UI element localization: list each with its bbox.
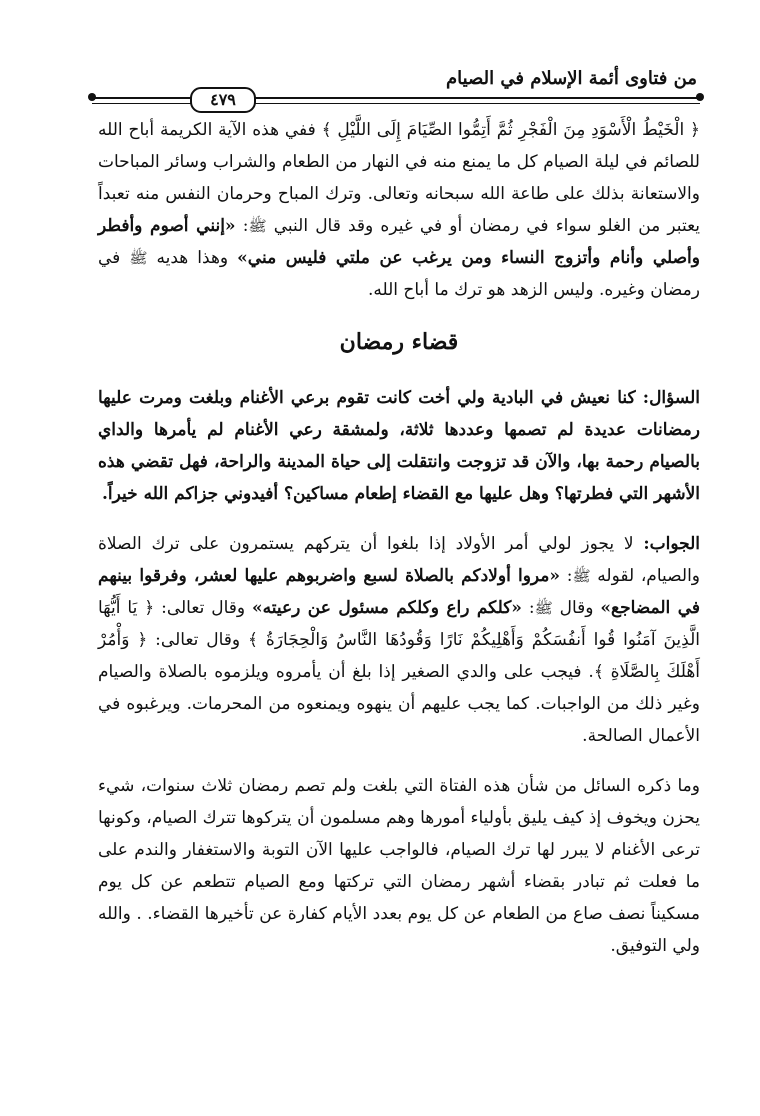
intro-colon: : <box>242 216 249 236</box>
hadith-shepherd: «كلكم راع وكلكم مسئول عن رعيته» <box>252 598 522 618</box>
answer-paragraph <box>98 528 700 752</box>
answer-text-c: وقال <box>552 598 601 618</box>
question-label: السؤال: <box>642 388 700 408</box>
answer-text-g: . فيجب على والدي الصغير إذا بلغ أن يأمروه ويلزموه بالصلاة والصيام وغير ذلك من الواجبات. كما يجب عليهم أن ينهوه ويمنعوه من المحرمات. ويرغبوه في الأعمال الصالحة. <box>98 662 700 746</box>
intro-text-2a: وهذا هديه <box>147 248 238 268</box>
header-rule-thick <box>92 97 700 99</box>
answer-paragraph-2: وما ذكره السائل من شأن هذه الفتاة التي بلغت ولم تصم رمضان ثلاث سنوات، شيء يحزن ويخوف إذ كيف يليق بأولياء أمورها وهم مسلمون أن يتركوها تترك الصيام، وكونها ترعى الأغنام لا يبرر لها ترك الصيام، فالواجب عليها الآن التوبة والاستغفار والندم على ما فعلت ثم تبادر بقضاء أشهر رمضان التي تركتها ومع الصيام تتطعم عن كل يوم مسكيناً نصف صاع من الطعام عن كل يوم بعدد الأيام كفارة عن تأخيرها القضاء. . والله ولي التوفيق. <box>98 776 700 956</box>
salawat-glyph: ﷺ <box>248 217 267 235</box>
answer-text-a: لا يجوز لولي أمر الأولاد إذا بلغوا أن يتركهم يستمرون على ترك الصلاة والصيام، لقوله <box>98 534 701 586</box>
rule-end-dot-left <box>88 93 96 101</box>
answer-text-e: وقال تعالى: <box>154 598 253 618</box>
header-rule-thin <box>92 103 700 104</box>
answer-text-d: : <box>521 598 535 618</box>
section-title: قضاء رمضان <box>339 329 459 355</box>
quran-verse-fasting: ﴿ الْخَيْطُ الْأَسْوَدِ مِنَ الْفَجْرِ ثُمَّ أَتِمُّوا الصِّيَامَ إِلَى اللَّيْلِ ﴾ <box>321 120 700 140</box>
quran-verse-command-prayer: ﴿ وَأْمُرْ أَهْلَكَ بِالصَّلَاةِ ﴾ <box>98 630 701 682</box>
rule-end-dot-right <box>696 93 704 101</box>
salawat-glyph: ﷺ <box>572 567 591 585</box>
quran-verse-protect-families: ﴿ يَا أَيُّهَا الَّذِينَ آمَنُوا قُوا أَنفُسَكُمْ وَأَهْلِيكُمْ نَارًا وَقُودُهَا النَّاسُ وَالْحِجَارَةُ ﴾ <box>98 598 700 650</box>
question-paragraph <box>98 382 700 510</box>
answer-text-b: : <box>560 566 573 586</box>
page-number: ٤٧٩ <box>190 87 256 113</box>
hadith-no-asceticism: «إنني أصوم وأفطر وأصلي وأنام وأتزوج النساء ومن يرغب عن ملتي فليس مني» <box>98 216 700 268</box>
running-header-title: من فتاوى أئمة الإسلام في الصيام <box>445 68 697 89</box>
question-text: كنا نعيش في البادية ولي أخت كانت تقوم برعي الأغنام وبلغت ومرت عليها رمضانات عديدة لم تصمها وعددها ثلاثة، ولمشقة رعي الأغنام لم يأمرها والداي بالصيام رحمة بها، والآن قد تزوجت وانتقلت إلى حياة المدينة والراحة، فهل تقضي هذه الأشهر التي فطرتها؟ وهل عليها مع القضاء إطعام مساكين؟ أفيدوني جزاكم الله خيراً. <box>98 388 700 504</box>
answer-text-f: وقال تعالى: <box>147 630 249 650</box>
intro-text-2b: في رمضان وغيره. وليس الزهد هو ترك ما أباح الله. <box>98 248 700 300</box>
answer-label: الجواب: <box>643 534 700 554</box>
intro-text: ففي هذه الآية الكريمة أباح الله للصائم في ليلة الصيام كل ما يمنع منه في النهار من الطعام والشراب وسائر المباحات والاستعانة بذلك على طاعة الله سبحانه وتعالى. وترك المباح وحرمان النفس منه تعبداً يعتبر من الغلو سواء في رمضان أو في غيره وقد قال النبي <box>98 120 701 236</box>
page-body <box>98 114 700 962</box>
hadith-command-prayer: «مروا أولادكم بالصلاة لسبع واضربوهم عليها لعشر، وفرقوا بينهم في المضاجع» <box>98 566 700 618</box>
salawat-glyph: ﷺ <box>534 599 553 617</box>
intro-paragraph <box>98 114 700 306</box>
salawat-glyph: ﷺ <box>129 249 148 267</box>
